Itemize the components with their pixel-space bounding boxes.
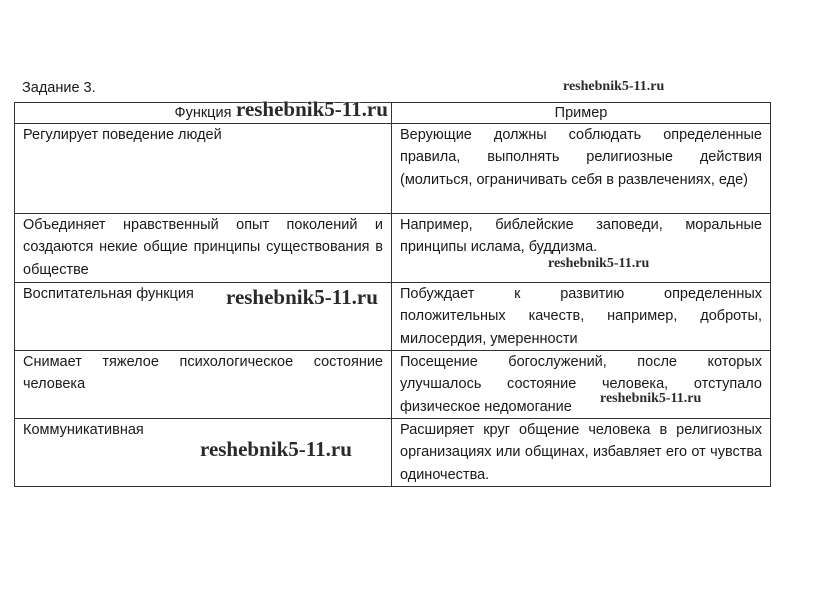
watermark: reshebnik5-11.ru bbox=[563, 79, 665, 94]
watermark: reshebnik5-11.ru bbox=[548, 256, 650, 271]
example-cell: Посещение богослужений, после которых улучшалось состояние человека, отступало физическое недомогание bbox=[392, 351, 771, 419]
table-row bbox=[15, 214, 771, 283]
function-cell: Снимает тяжелое психологическое состояние человека bbox=[15, 351, 392, 419]
task-title: Задание 3. bbox=[22, 80, 96, 96]
watermark: reshebnik5-11.ru bbox=[236, 97, 388, 121]
function-cell: Воспитательная функция bbox=[15, 283, 392, 351]
table-row bbox=[15, 283, 771, 351]
watermark: reshebnik5-11.ru bbox=[200, 437, 352, 461]
table-row bbox=[15, 124, 771, 214]
example-cell: Верующие должны соблюдать определенные правила, выполнять религиозные действия (молиться, ограничивать себя в развлечениях, еде) bbox=[392, 124, 771, 214]
example-cell: Побуждает к развитию определенных положительных качеств, например, доброты, милосердия, умеренности bbox=[392, 283, 771, 351]
function-cell: Регулирует поведение людей bbox=[15, 124, 392, 214]
watermark: reshebnik5-11.ru bbox=[600, 391, 702, 406]
table-header-row bbox=[15, 103, 771, 124]
example-cell: Например, библейские заповеди, моральные принципы ислама, буддизма. bbox=[392, 214, 771, 283]
function-cell: Объединяет нравственный опыт поколений и создаются некие общие принципы существования в обществе bbox=[15, 214, 392, 283]
table-row bbox=[15, 419, 771, 487]
function-cell: Коммуникативная bbox=[15, 419, 392, 487]
table-row bbox=[15, 351, 771, 419]
example-cell: Расширяет круг общение человека в религиозных организациях или общинах, избавляет его от чувства одиночества. bbox=[392, 419, 771, 487]
column-header-example: Пример bbox=[392, 103, 771, 124]
functions-table bbox=[14, 102, 771, 487]
watermark: reshebnik5-11.ru bbox=[226, 285, 378, 309]
column-header-function: Функция bbox=[15, 103, 392, 124]
